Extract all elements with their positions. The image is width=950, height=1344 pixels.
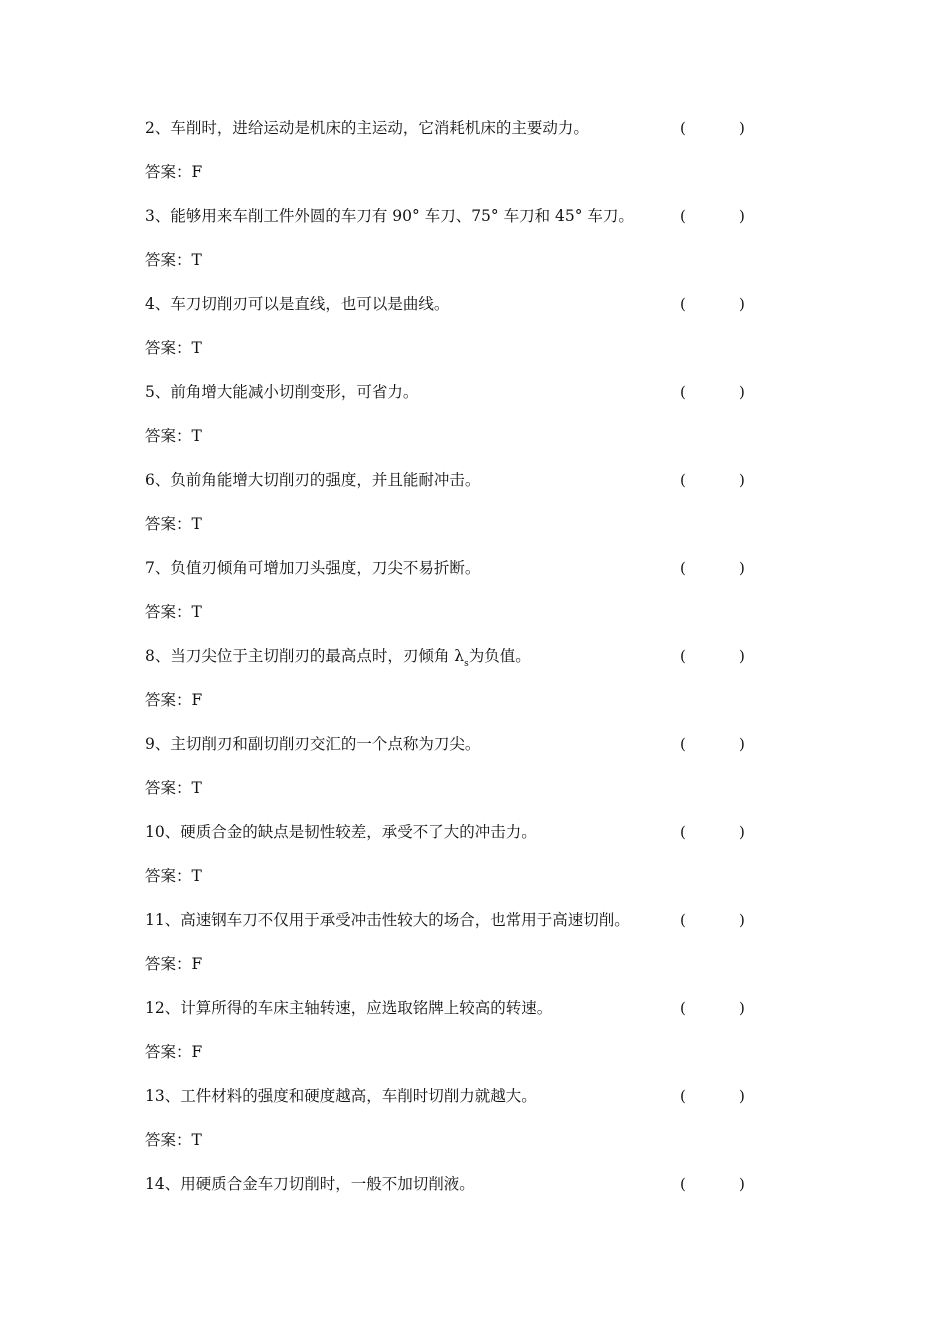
answer-row: [145, 334, 765, 378]
answer-value: F: [191, 691, 203, 709]
answer-label: 答案：: [145, 427, 192, 445]
answer-blank-open: (: [680, 911, 686, 929]
answer-label: 答案：: [145, 603, 192, 621]
question-text: 9、主切削刃和副切削刃交汇的一个点称为刀尖。: [145, 735, 481, 753]
question-row: [145, 906, 765, 950]
answer-row: [145, 774, 765, 818]
question-row: [145, 994, 765, 1038]
answer-label: 答案：: [145, 867, 192, 885]
answer-blank-close: ): [739, 999, 745, 1017]
question-text: 10、硬质合金的缺点是韧性较差，承受不了大的冲击力。: [145, 823, 537, 841]
answer-value: T: [191, 1131, 202, 1149]
question-list: [145, 114, 765, 1214]
answer-value: T: [191, 867, 202, 885]
answer-row: [145, 158, 765, 202]
answer-blank-close: ): [739, 647, 745, 665]
answer-blank-close: ): [739, 383, 745, 401]
answer-blank-close: ): [739, 471, 745, 489]
question-text: 5、前角增大能减小切削变形，可省力。: [145, 383, 419, 401]
question-text: 14、用硬质合金车刀切削时，一般不加切削液。: [145, 1175, 475, 1193]
answer-blank-open: (: [680, 559, 686, 577]
answer-value: T: [191, 427, 202, 445]
answer-blank-open: (: [680, 1087, 686, 1105]
answer-label: 答案：: [145, 1131, 192, 1149]
answer-label: 答案：: [145, 515, 192, 533]
answer-row: [145, 510, 765, 554]
answer-blank-close: ): [739, 911, 745, 929]
question-row: [145, 1170, 765, 1214]
question-row: [145, 730, 765, 774]
answer-value: F: [191, 955, 203, 973]
answer-label: 答案：: [145, 691, 192, 709]
answer-value: F: [191, 163, 203, 181]
answer-row: [145, 422, 765, 466]
answer-blank-open: (: [680, 471, 686, 489]
question-text: 4、车刀切削刃可以是直线，也可以是曲线。: [145, 295, 450, 313]
question-text-pre: 8、当刀尖位于主切削刃的最高点时，刃倾角 λ: [145, 647, 465, 665]
question-row: [145, 642, 765, 686]
answer-blank-close: ): [739, 207, 745, 225]
answer-blank-open: (: [680, 383, 686, 401]
answer-label: 答案：: [145, 339, 192, 357]
question-text-post: 为负值。: [468, 647, 531, 665]
answer-blank-close: ): [739, 119, 745, 137]
answer-blank-open: (: [680, 735, 686, 753]
question-row: [145, 554, 765, 598]
answer-blank-close: ): [739, 823, 745, 841]
question-row: [145, 290, 765, 334]
answer-label: 答案：: [145, 779, 192, 797]
answer-blank-close: ): [739, 1087, 745, 1105]
question-text: 13、工件材料的强度和硬度越高，车削时切削力就越大。: [145, 1087, 537, 1105]
answer-blank-close: ): [739, 735, 745, 753]
answer-row: [145, 1126, 765, 1170]
question-text: 12、计算所得的车床主轴转速，应选取铭牌上较高的转速。: [145, 999, 553, 1017]
answer-blank-open: (: [680, 999, 686, 1017]
answer-value: T: [191, 779, 202, 797]
answer-value: T: [191, 603, 202, 621]
answer-blank-open: (: [680, 207, 686, 225]
answer-label: 答案：: [145, 251, 192, 269]
answer-label: 答案：: [145, 1043, 192, 1061]
answer-value: T: [191, 515, 202, 533]
answer-row: [145, 862, 765, 906]
answer-row: [145, 598, 765, 642]
answer-blank-open: (: [680, 647, 686, 665]
question-row: [145, 466, 765, 510]
answer-blank-close: ): [739, 559, 745, 577]
answer-value: T: [191, 339, 202, 357]
question-text: 6、负前角能增大切削刃的强度，并且能耐冲击。: [145, 471, 481, 489]
question-text: 11、高速钢车刀不仅用于承受冲击性较大的场合，也常用于高速切削。: [145, 911, 630, 929]
answer-blank-open: (: [680, 1175, 686, 1193]
question-row: [145, 202, 765, 246]
question-row: [145, 1082, 765, 1126]
answer-blank-close: ): [739, 295, 745, 313]
lambda-subscript: s: [464, 659, 469, 669]
answer-label: 答案：: [145, 163, 192, 181]
answer-label: 答案：: [145, 955, 192, 973]
answer-row: [145, 1038, 765, 1082]
question-row: [145, 378, 765, 422]
answer-value: T: [191, 251, 202, 269]
answer-blank-open: (: [680, 295, 686, 313]
question-row: [145, 114, 765, 158]
question-text: 3、能够用来车削工件外圆的车刀有 90° 车刀、75° 车刀和 45° 车刀。: [145, 207, 634, 225]
question-row: [145, 818, 765, 862]
answer-row: [145, 950, 765, 994]
answer-row: [145, 246, 765, 290]
question-text: 2、车削时，进给运动是机床的主运动，它消耗机床的主要动力。: [145, 119, 589, 137]
answer-row: [145, 686, 765, 730]
question-text: [145, 642, 531, 678]
question-text: 7、负值刃倾角可增加刀头强度，刀尖不易折断。: [145, 559, 481, 577]
answer-blank-open: (: [680, 119, 686, 137]
answer-blank-open: (: [680, 823, 686, 841]
answer-blank-close: ): [739, 1175, 745, 1193]
answer-value: F: [191, 1043, 203, 1061]
